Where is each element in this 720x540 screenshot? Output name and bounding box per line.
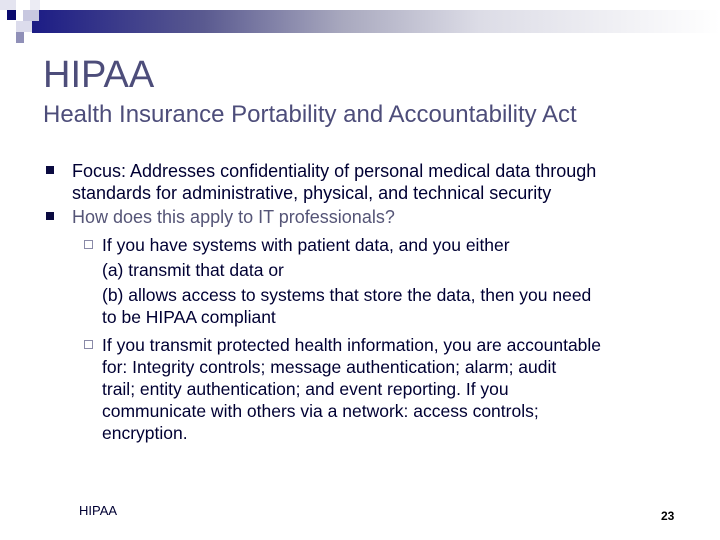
- bullet-question: [72, 206, 395, 228]
- sub-bullet-patient-data: [102, 234, 591, 328]
- text-line: If you have systems with patient data, and you either: [102, 235, 510, 255]
- text-line: (b) allows access to systems that store the data, then you need: [102, 285, 592, 305]
- slide-subtitle: Health Insurance Portability and Accountability Act: [43, 101, 577, 128]
- decor-square: [23, 10, 39, 21]
- text-line: for: Integrity controls; message authentication; alarm; audit: [102, 357, 557, 377]
- decor-square: [0, 0, 16, 10]
- text-line: standards for administrative, physical, and technical security: [72, 183, 552, 203]
- text-line: communicate with others via a network: access controls;: [102, 401, 539, 421]
- sub-bullet-accountable: [102, 334, 601, 444]
- decor-square: [30, 0, 40, 10]
- slide-title: HIPAA: [43, 54, 155, 96]
- text-line: How does this apply to IT professionals?: [72, 207, 395, 227]
- decor-square: [16, 32, 24, 43]
- bullet-icon: [46, 212, 54, 220]
- text-line: encryption.: [102, 423, 188, 443]
- text-line: (a) transmit that data or: [102, 260, 284, 280]
- page-number: 23: [661, 509, 675, 523]
- hollow-square-bullet-icon: [84, 340, 93, 349]
- text-line: Focus: Addresses confidentiality of personal medical data through: [72, 161, 597, 181]
- text-line: If you transmit protected health information, you are accountable: [102, 335, 602, 355]
- decor-square: [16, 21, 32, 32]
- decor-square: [7, 10, 16, 20]
- text-line: to be HIPAA compliant: [102, 307, 276, 327]
- bullet-icon: [46, 166, 54, 174]
- footer-text: HIPAA: [79, 503, 118, 518]
- header-gradient-bar: [32, 10, 720, 33]
- hollow-square-bullet-icon: [84, 240, 93, 249]
- bullet-focus: [72, 160, 596, 204]
- text-line: trail; entity authentication; and event reporting. If you: [102, 379, 509, 399]
